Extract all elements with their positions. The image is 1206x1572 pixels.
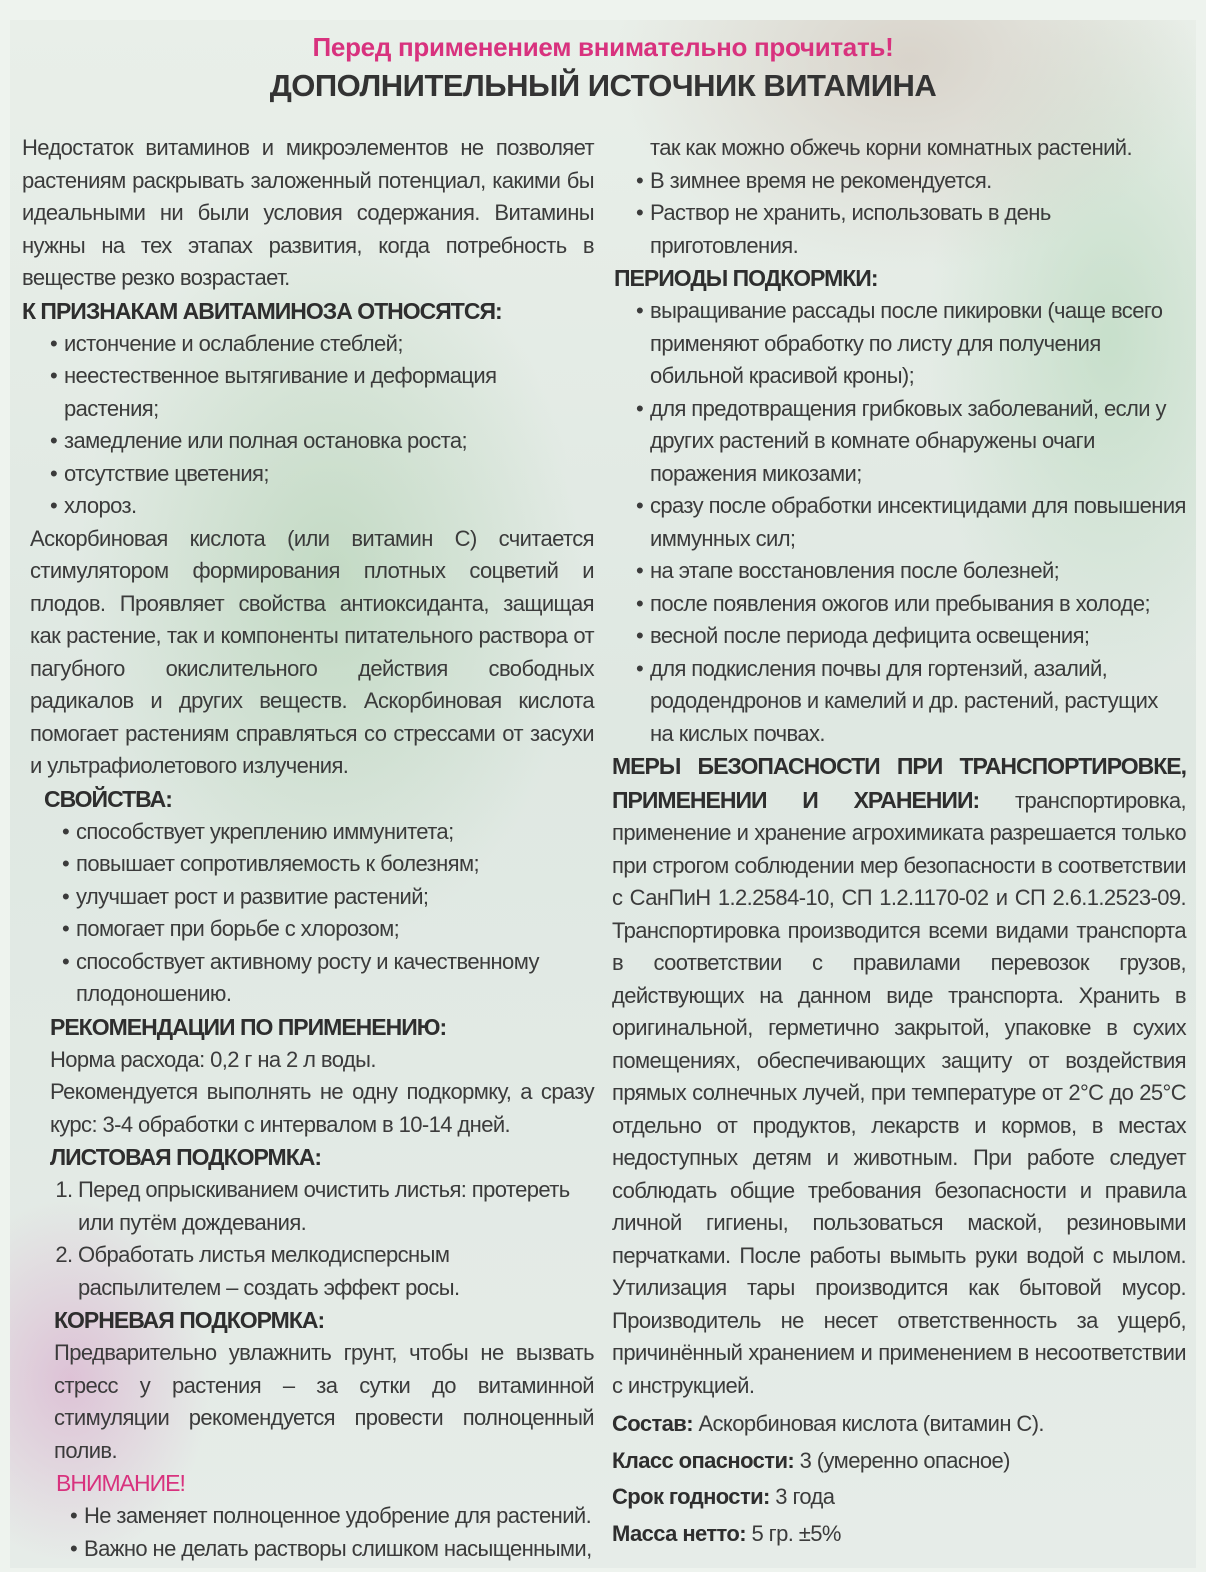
fact-value: 5 гр. ±5% <box>751 1520 841 1546</box>
fact-label: Масса нетто: <box>612 1520 746 1546</box>
root-feeding-heading: КОРНЕВАЯ ПОДКОРМКА: <box>54 1307 325 1333</box>
list-item: • истончение и ослабление стеблей; <box>18 328 594 361</box>
signs-heading: К ПРИЗНАКАМ АВИТАМИНОЗА ОТНОСЯТСЯ: <box>22 297 502 324</box>
fact-value: 3 года <box>775 1484 835 1509</box>
list-item: • для предотвращения грибковых заболеваний, если у других растений в комнате обнаружены очаги поражения микозами; <box>610 393 1186 491</box>
list-item: • сразу после обработки инсектицидами для повышения иммунных сил; <box>610 490 1186 555</box>
list-item: • весной после периода дефицита освещения; <box>610 620 1186 653</box>
fact-label: Класс опасности: <box>612 1447 795 1473</box>
net-weight-line <box>612 1518 1186 1551</box>
safety-heading: МЕРЫ БЕЗОПАСНОСТИ ПРИ ТРАНСПОРТИРОВКЕ, ПРИМЕНЕНИИ И ХРАНЕНИИ: <box>612 753 1186 813</box>
list-item: • хлороз. <box>18 490 594 523</box>
left-column <box>18 132 594 1565</box>
fact-label: Состав: <box>612 1411 693 1436</box>
properties-heading: СВОЙСТВА: <box>44 785 172 812</box>
dosage-norm: Норма расхода: 0,2 г на 2 л воды. <box>50 1046 376 1072</box>
shelf-life-line <box>612 1481 1186 1514</box>
label-page <box>10 20 1196 1568</box>
hazard-class-line <box>612 1445 1186 1478</box>
list-item: • Раствор не хранить, использовать в день приготовления. <box>610 197 1186 262</box>
attention-heading: ВНИМАНИЕ! <box>56 1470 185 1496</box>
ascorbic-paragraph: Аскорбиновая кислота (или витамин С) считается стимулятором формирования плотных соцветий и плодов. Проявляет свойства антиоксиданта, защищая как растение, так и компоненты питательного раствора от пагубного окислительного действия свободных радикалов и других веществ. Аскорбиновая кислота помогает растениям справляться со стрессами от засухи и ультрафиолетового излучения. <box>30 525 594 778</box>
list-item: • Не заменяет полноценное удобрение для растений. <box>38 1500 594 1533</box>
list-item: • отсутствие цветения; <box>18 458 594 491</box>
leaf-steps-list <box>18 1174 594 1304</box>
course-paragraph: Рекомендуется выполнять не одну подкормку, а сразу курс: 3-4 обработки с интервалом в 10-14 дней. <box>50 1079 594 1137</box>
fact-label: Срок годности: <box>612 1484 770 1509</box>
list-item: 1. Перед опрыскиванием очистить листья: протереть или путём дождевания. <box>78 1174 594 1239</box>
list-item: • способствует укреплению иммунитета; <box>30 816 594 849</box>
list-item: • выращивание рассады после пикировки (чаще всего применяют обработку по листу для получения обильной красивой кроны); <box>610 295 1186 393</box>
list-item: • способствует активному росту и качественному плодоношению. <box>30 946 594 1011</box>
list-item: 2. Обработать листья мелкодисперсным распылителем – создать эффект росы. <box>78 1239 594 1304</box>
attention-list <box>38 1500 594 1565</box>
page-title: ДОПОЛНИТЕЛЬНЫЙ ИСТОЧНИК ВИТАМИНА <box>269 68 937 103</box>
leaf-feeding-heading: ЛИСТОВАЯ ПОДКОРМКА: <box>50 1144 322 1170</box>
root-feeding-paragraph: Предварительно увлажнить грунт, чтобы не вызвать стресс у растения – за сутки до витаминной стимуляции рекомендуется провести полноценный полив. <box>54 1340 594 1463</box>
right-column <box>610 132 1186 1550</box>
list-item: • Важно не делать растворы слишком насыщенными, <box>38 1533 594 1566</box>
periods-heading: ПЕРИОДЫ ПОДКОРМКИ: <box>614 265 878 291</box>
periods-list <box>610 295 1186 750</box>
list-item: • улучшает рост и развитие растений; <box>30 881 594 914</box>
attention-continuation: так как можно обжечь корни комнатных растений. <box>650 135 1133 160</box>
list-item: • для подкисления почвы для гортензий, азалий, рододендронов и камелий и др. растений, растущих на кислых почвах. <box>610 653 1186 751</box>
intro-paragraph: Недостаток витаминов и микроэлементов не позволяет растениям раскрывать заложенный потенциал, какими бы идеальными ни были условия содержания. Витамины нужны на тех этапах развития, когда потребность в веществе резко возрастает. <box>22 135 594 290</box>
list-item: • после появления ожогов или пребывания в холоде; <box>610 588 1186 621</box>
composition-line <box>612 1408 1186 1441</box>
list-item: • помогает при борьбе с хлорозом; <box>30 913 594 946</box>
fact-value: 3 (умеренно опасное) <box>799 1447 1010 1473</box>
attention-more-list <box>610 165 1186 263</box>
list-item: • неестественное вытягивание и деформация растения; <box>18 360 594 425</box>
properties-list <box>30 816 594 1011</box>
signs-list <box>18 328 594 523</box>
fact-value: Аскорбиновая кислота (витамин С). <box>698 1411 1044 1436</box>
list-item: • на этапе восстановления после болезней; <box>610 555 1186 588</box>
warning-banner: Перед применением внимательно прочитать! <box>312 32 894 62</box>
recommendations-heading: РЕКОМЕНДАЦИИ ПО ПРИМЕНЕНИЮ: <box>50 1013 447 1040</box>
safety-paragraph <box>612 750 1186 1402</box>
list-item: • замедление или полная остановка роста; <box>18 425 594 458</box>
list-item: • В зимнее время не рекомендуется. <box>610 165 1186 198</box>
safety-text: транспортировка, применение и хранение агрохимиката разрешается только при строгом соблюдении мер безопасности в соответствии с СанПиН 1.2.2584-10, СП 1.2.1170-02 и СП 2.6.1.2523-09. Транспортировка производится всеми видами транспорта в соответствии с правилами перевозок грузов, действующих на данном виде транспорта. Хранить в оригинальной, герметично закрытой, упаковке в сухих помещениях, обеспечивающих защиту от воздействия прямых солнечных лучей, при температуре от 2°С до 25°С отдельно от продуктов, лекарств и кормов, в местах недоступных детям и животным. При работе следует соблюдать общие требования безопасности и правила личной гигиены, пользоваться маской, резиновыми перчатками. После работы вымыть руки водой с мылом. Утилизация тары производится как бытовой мусор. Производитель не несет ответственность за ущерб, причинённый хранением и применением в несоответствии с инструкцией. <box>612 787 1187 1398</box>
list-item: • повышает сопротивляемость к болезням; <box>30 848 594 881</box>
